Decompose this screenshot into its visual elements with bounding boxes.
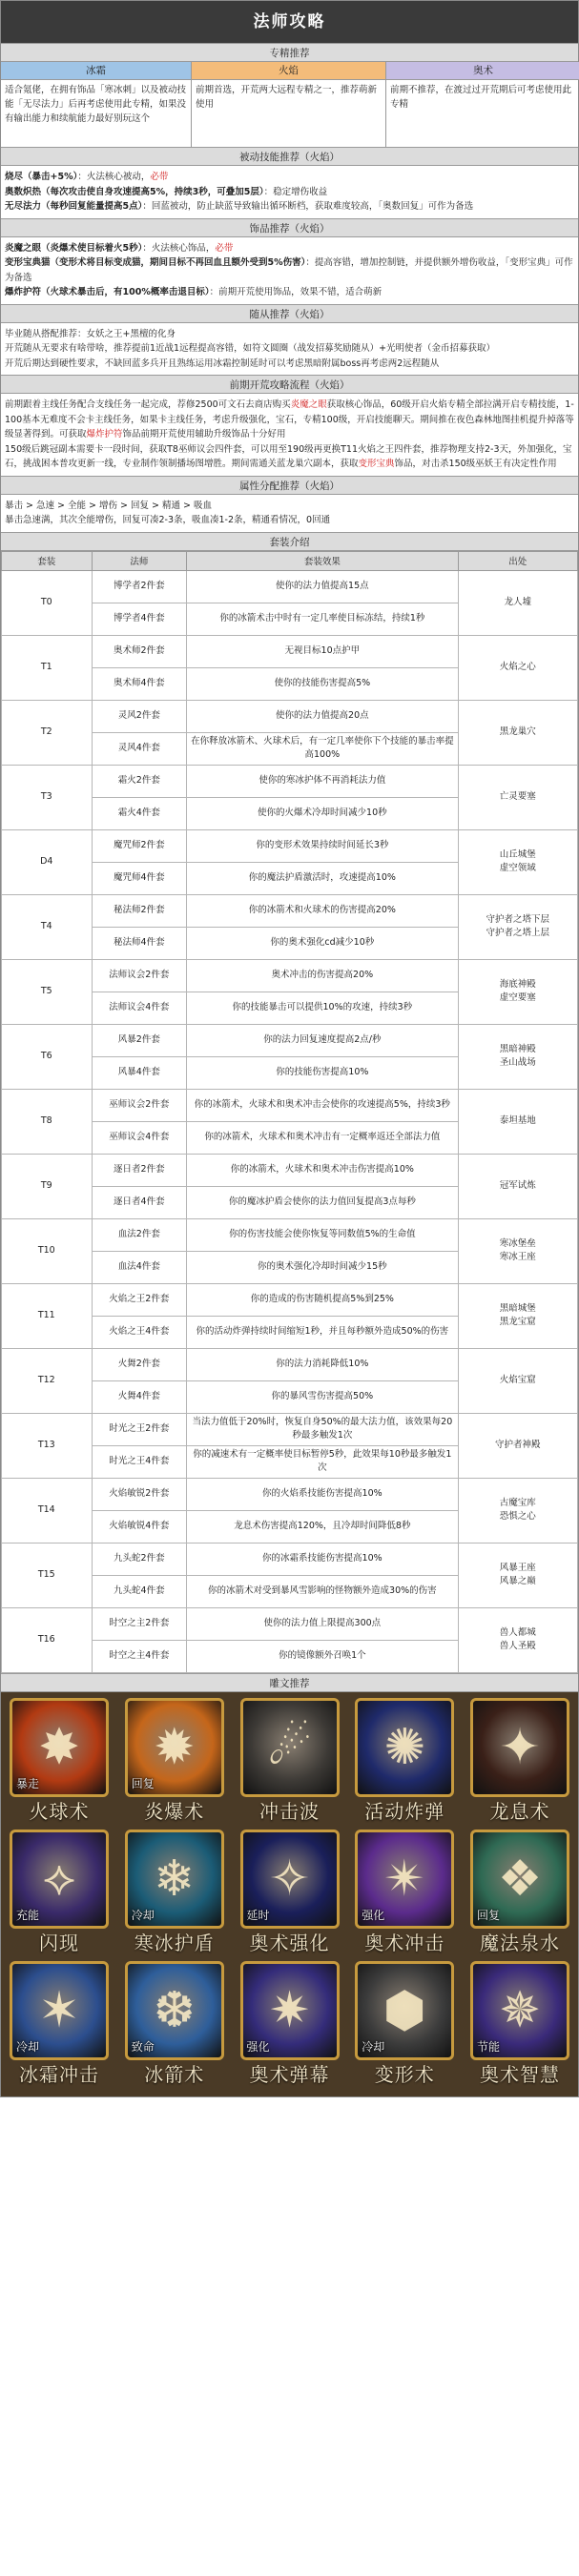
flow-paragraph-2: 150级后跳冠副本需要卡一段时间，获取T8巫师议会四件套，可以用至190级再更换T11火焰之王四件套，推荐物理支持2-3天，外加强化，宝石，挑战困本普攻更新一线，专业制作领制播场图增胜。期间需通关蓝龙巢穴副本，获取变形宝典饰品，对击杀150级巫妖王有决定性作用: [5, 443, 572, 469]
set-name: 火舞4件套: [92, 1380, 187, 1413]
set-name: 魔咒师4件套: [92, 862, 187, 894]
flow-text: [1, 394, 578, 476]
sets-body: [2, 570, 578, 1672]
rune-icon: [125, 1830, 224, 1929]
sets-section-header: 套装介绍: [1, 532, 578, 551]
set-effect: 你的伤害技能会使你恢复等同数值5%的生命值: [187, 1218, 459, 1251]
set-tier: T9: [2, 1154, 93, 1218]
rune-tag: 节能: [477, 2039, 501, 2054]
set-row: [2, 959, 578, 992]
set-tier: T5: [2, 959, 93, 1024]
spec-arcane-header: 奥术: [386, 62, 579, 80]
set-row: [2, 1543, 578, 1575]
set-tier: T10: [2, 1218, 93, 1283]
flow-paragraph-1: 前期跟着主线任务配合支线任务一起完成，荐修2500可文石去商店购买炎魔之眼获取核心饰品，60级开启火焰专精全部拉满开启专精技能，1-100基本无难度不会卡主线任务，如果卡主线任务，考虑升级强化，宝石，专精100级，开启技能聊天。期间推在夜色森林地图挂机提升掉落等级显著得到。可获取爆炸护符饰品前期开荒使用辅助升级饰品十分好用: [5, 399, 574, 440]
set-source: 兽人都城 兽人圣殿: [458, 1607, 577, 1672]
set-row: [2, 894, 578, 927]
set-effect: 你的奥术强化冷却时间减少15秒: [187, 1251, 459, 1283]
rune-tag: 回复: [131, 1776, 155, 1790]
rune-card[interactable]: [350, 1830, 459, 1957]
set-effect: 使你的技能伤害提高5%: [187, 667, 459, 700]
set-name: 时空之主2件套: [92, 1607, 187, 1640]
rune-card[interactable]: [236, 1961, 344, 2089]
pet-item: 毕业随从搭配推荐：女妖之王+黑檀的化身: [5, 328, 176, 339]
passive-list: [1, 166, 578, 218]
set-effect: 你的技能暴击可以提供10%的攻速，持续3秒: [187, 992, 459, 1024]
sets-table: [1, 551, 578, 1673]
rune-icon: [355, 1830, 454, 1929]
set-name: 火焰之王4件套: [92, 1316, 187, 1348]
set-tier: T0: [2, 570, 93, 635]
passive-item: 烧尽（暴击+5%）：火法核心被动，必带: [5, 172, 169, 182]
rune-card[interactable]: [5, 1698, 114, 1826]
spec-frost-header: 冰霜: [1, 62, 192, 80]
spec-section-header: 专精推荐: [1, 43, 578, 62]
runes-section-header: 雕文推荐: [1, 1673, 578, 1692]
rune-glyph-icon: ❄: [153, 1850, 196, 1908]
set-effect: 无视目标10点护甲: [187, 635, 459, 667]
trinket-item: 爆炸护符（火球术暴击后，有100%概率击退目标）：前期开荒使用饰品，效果不错，适合萌新: [5, 287, 383, 297]
set-source: 冠军试炼: [458, 1154, 577, 1218]
trinket-item: 变形宝典猫（变形术将目标变成猫，期间目标不再回血且额外受到5%伤害）：提高容错，增加控制链，并提供额外增伤收益，「变形宝典」可作为备选: [5, 257, 573, 283]
set-source: 海底神殿 虚空要塞: [458, 959, 577, 1024]
trinket-item: 炎魔之眼（炎爆术使目标着火5秒）：火法核心饰品，必带: [5, 242, 234, 254]
rune-name: 活动炸弹: [364, 1799, 445, 1823]
rune-tag: 充能: [16, 1908, 40, 1922]
set-source: 山丘城堡 虚空领域: [458, 829, 577, 894]
set-effect: 你的奥术强化cd减少10秒: [187, 927, 459, 959]
set-name: 火舞2件套: [92, 1348, 187, 1380]
set-tier: T16: [2, 1607, 93, 1672]
set-source: 黑暗神殿 圣山战场: [458, 1024, 577, 1089]
set-effect: 你的暴风雪伤害提高50%: [187, 1380, 459, 1413]
set-name: 博学者4件套: [92, 603, 187, 635]
rune-row: [5, 1698, 574, 1826]
rune-card[interactable]: [120, 1698, 229, 1826]
set-source: 黑暗城堡 黑龙宝窟: [458, 1283, 577, 1348]
rune-icon: [240, 1830, 340, 1929]
set-tier: T2: [2, 700, 93, 765]
pet-list: [1, 323, 578, 376]
pet-item: 开荒后期达到硬性要求，不缺回蓝多兵开且熟练运用冰霜控制延时可以考虑黑暗附属boss再考虑两2远程随从: [5, 358, 440, 369]
set-source: 寒冰堡垒 寒冰王座: [458, 1218, 577, 1283]
set-source: 黑龙巢穴: [458, 700, 577, 765]
set-row: [2, 1478, 578, 1510]
set-tier: T4: [2, 894, 93, 959]
set-row: [2, 700, 578, 732]
set-effect: 当法力值低于20%时，恢复自身50%的最大法力值，该效果每20秒最多触发1次: [187, 1413, 459, 1445]
set-row: [2, 1024, 578, 1056]
rune-glyph-icon: ☄: [267, 1718, 312, 1776]
set-name: 逐日者4件套: [92, 1186, 187, 1218]
set-effect: 你的镜像额外召唤1个: [187, 1640, 459, 1672]
set-effect: 使你的法力值提高20点: [187, 700, 459, 732]
set-source: 火焰宝窟: [458, 1348, 577, 1413]
set-effect: 龙息术伤害提高120%，且冷却时间降低8秒: [187, 1510, 459, 1543]
set-row: [2, 570, 578, 603]
set-name: 魔咒师2件套: [92, 829, 187, 862]
set-effect: 你的法力消耗降低10%: [187, 1348, 459, 1380]
rune-glyph-icon: ✴: [383, 1850, 426, 1908]
set-name: 秘法师4件套: [92, 927, 187, 959]
rune-glyph-icon: ✺: [383, 1718, 426, 1776]
set-name: 风暴4件套: [92, 1056, 187, 1089]
rune-card[interactable]: [350, 1961, 459, 2089]
rune-tag: 冷却: [362, 2039, 385, 2054]
rune-card[interactable]: [465, 1830, 574, 1957]
set-name: 血法2件套: [92, 1218, 187, 1251]
rune-icon: [10, 1698, 109, 1797]
rune-glyph-icon: ✸: [38, 1718, 80, 1776]
spec-arcane-text: 前期不推荐，在渡过过开荒期后可考虑使用此专精: [390, 85, 572, 110]
set-name: 逐日者2件套: [92, 1154, 187, 1186]
rune-name: 火球术: [29, 1799, 90, 1823]
rune-glyph-icon: ✶: [38, 1981, 80, 2039]
set-source: 火焰之心: [458, 635, 577, 700]
rune-glyph-icon: ⬢: [383, 1981, 426, 2039]
rune-icon: [10, 1961, 109, 2060]
set-name: 霜火2件套: [92, 765, 187, 797]
rune-glyph-icon: ❖: [497, 1850, 543, 1908]
rune-tag: 暴走: [16, 1776, 40, 1790]
set-tier: T11: [2, 1283, 93, 1348]
set-effect: 你的魔法护盾激活时，攻速提高10%: [187, 862, 459, 894]
rune-card[interactable]: [350, 1698, 459, 1826]
set-name: 巫师议会2件套: [92, 1089, 187, 1121]
set-tier: T15: [2, 1543, 93, 1607]
set-effect: 你的法力回复速度提高2点/秒: [187, 1024, 459, 1056]
attr-priority: 暴击 > 急速 > 全能 > 增伤 > 回复 > 精通 > 吸血: [5, 500, 212, 511]
pet-section-header: 随从推荐（火焰）: [1, 304, 578, 323]
rune-card[interactable]: [465, 1961, 574, 2089]
set-effect: 你的冰箭术击中时有一定几率使目标冻结，持续1秒: [187, 603, 459, 635]
set-name: 时空之主4件套: [92, 1640, 187, 1672]
set-name: 风暴2件套: [92, 1024, 187, 1056]
set-row: [2, 1283, 578, 1316]
set-effect: 你的冰霜系技能伤害提高10%: [187, 1543, 459, 1575]
set-name: 血法4件套: [92, 1251, 187, 1283]
set-name: 秘法师2件套: [92, 894, 187, 927]
set-effect: 使你的法力值上限提高300点: [187, 1607, 459, 1640]
trinket-list: [1, 237, 578, 304]
rune-icon: [470, 1698, 569, 1797]
set-row: [2, 765, 578, 797]
set-tier: T1: [2, 635, 93, 700]
rune-name: 冲击波: [259, 1799, 320, 1823]
set-name: 火焰之王2件套: [92, 1283, 187, 1316]
set-source: 守护者神殿: [458, 1413, 577, 1478]
set-effect: 你的造成的伤害随机提高5%到25%: [187, 1283, 459, 1316]
rune-name: 奥术弹幕: [249, 2062, 330, 2086]
rune-icon: [125, 1961, 224, 2060]
rune-glyph-icon: ✷: [268, 1981, 311, 2039]
rune-name: 奥术冲击: [364, 1931, 445, 1954]
rune-card[interactable]: [5, 1830, 114, 1957]
set-effect: 使你的寒冰护体不再消耗法力值: [187, 765, 459, 797]
attr-list: [1, 495, 578, 532]
set-row: [2, 1348, 578, 1380]
set-source: 古魔宝库 恐惧之心: [458, 1478, 577, 1543]
rune-icon: [470, 1961, 569, 2060]
rune-glyph-icon: ✧: [268, 1850, 311, 1908]
set-tier: T6: [2, 1024, 93, 1089]
attr-section-header: 属性分配推荐（火焰）: [1, 476, 578, 495]
set-effect: 你的冰箭术，火球术和奥术冲击伤害提高10%: [187, 1154, 459, 1186]
page-title: 法师攻略: [1, 1, 578, 43]
rune-name: 闪现: [39, 1931, 79, 1954]
passive-item: 奥数炽热（每次攻击使自身攻速提高5%，持续3秒，可叠加5层）：稳定增伤收益: [5, 186, 328, 197]
col-effect: 套装效果: [187, 551, 459, 570]
set-tier: T12: [2, 1348, 93, 1413]
set-effect: 使你的火爆术冷却时间减少10秒: [187, 797, 459, 829]
set-effect: 你的火焰系技能伤害提高10%: [187, 1478, 459, 1510]
sets-header-row: [2, 551, 578, 570]
set-source: 泰坦基地: [458, 1089, 577, 1154]
rune-glyph-icon: ❆: [153, 1981, 196, 2039]
rune-name: 寒冰护盾: [134, 1931, 215, 1954]
rune-name: 魔法泉水: [480, 1931, 560, 1954]
trinket-section-header: 饰品推荐（火焰）: [1, 218, 578, 237]
rune-name: 冰霜冲击: [19, 2062, 99, 2086]
passive-section-header: 被动技能推荐（火焰）: [1, 147, 578, 166]
rune-glyph-icon: ✵: [499, 1981, 541, 2039]
rune-icon: [240, 1698, 340, 1797]
set-tier: T14: [2, 1478, 93, 1543]
rune-glyph-icon: ✦: [499, 1718, 541, 1776]
set-effect: 你的魔冰护盾会使你的法力值回复提高3点每秒: [187, 1186, 459, 1218]
set-name: 时光之王4件套: [92, 1445, 187, 1478]
rune-card[interactable]: [236, 1698, 344, 1826]
set-source: 亡灵要塞: [458, 765, 577, 829]
set-effect: 在你释放冰箭术、火球术后，有一定几率使你下个技能的暴击率提高100%: [187, 732, 459, 765]
set-effect: 你的技能伤害提高10%: [187, 1056, 459, 1089]
set-name: 巫师议会4件套: [92, 1121, 187, 1154]
set-name: 火焰敏锐2件套: [92, 1478, 187, 1510]
rune-card[interactable]: [120, 1830, 229, 1957]
set-effect: 你的减速术有一定概率使目标暂停5秒，此效果每10秒最多触发1次: [187, 1445, 459, 1478]
rune-icon: [10, 1830, 109, 1929]
col-class: 法师: [92, 551, 187, 570]
rune-row: [5, 1830, 574, 1957]
rune-icon: [355, 1961, 454, 2060]
rune-icon: [470, 1830, 569, 1929]
set-effect: 你的冰箭术和火球术的伤害提高20%: [187, 894, 459, 927]
rune-tag: 强化: [362, 1908, 385, 1922]
rune-icon: [125, 1698, 224, 1797]
rune-name: 龙息术: [489, 1799, 550, 1823]
rune-tag: 延时: [246, 1908, 270, 1922]
passive-item: 无尽法力（每秒回复能量提高5点）：回蓝被动，防止缺蓝导致输出循环断档，获取难度较高，「奥数回复」可作为备选: [5, 201, 474, 212]
set-row: [2, 1413, 578, 1445]
spec-fire-text: 前期首选，开荒两大远程专精之一，推荐萌新使用: [192, 80, 386, 147]
rune-name: 奥术智慧: [480, 2062, 560, 2086]
set-name: 九头蛇2件套: [92, 1543, 187, 1575]
rune-glyph-icon: ✹: [153, 1718, 196, 1776]
spec-frost-text: 适合氪佬，在拥有饰品「寒冰刺」以及被动技能「无尽法力」后再考虑使用此专精，如果没有输出能力和续航能力最好别玩这个: [1, 80, 192, 147]
attr-note: 暴击急速满，其次全能增伤，回复可凑2-3条，吸血凑1-2条，精通看情况，0回通: [5, 515, 331, 525]
set-tier: T3: [2, 765, 93, 829]
set-row: [2, 1089, 578, 1121]
set-source: 风暴王座 风暴之巅: [458, 1543, 577, 1607]
set-name: 法师议会4件套: [92, 992, 187, 1024]
rune-icon: [355, 1698, 454, 1797]
set-name: 九头蛇4件套: [92, 1575, 187, 1607]
set-effect: 奥术冲击的伤害提高20%: [187, 959, 459, 992]
set-row: [2, 635, 578, 667]
set-tier: D4: [2, 829, 93, 894]
rune-row: [5, 1961, 574, 2089]
rune-card[interactable]: [236, 1830, 344, 1957]
spec-fire-header: 火焰: [192, 62, 386, 80]
set-source: 龙人墟: [458, 570, 577, 635]
col-source: 出处: [458, 551, 577, 570]
set-effect: 你的变形术效果持续时间延长3秒: [187, 829, 459, 862]
set-name: 灵风2件套: [92, 700, 187, 732]
rune-icon: [240, 1961, 340, 2060]
rune-card[interactable]: [5, 1961, 114, 2089]
set-source: 守护者之塔下层 守护者之塔上层: [458, 894, 577, 959]
set-effect: 你的活动炸弹持续时间缩短1秒，并且每秒额外造成50%的伤害: [187, 1316, 459, 1348]
col-tier: 套装: [2, 551, 93, 570]
set-row: [2, 1218, 578, 1251]
rune-tag: 冷却: [16, 2039, 40, 2054]
set-effect: 你的冰箭术，火球术和奥术冲击有一定概率返还全部法力值: [187, 1121, 459, 1154]
set-name: 时光之王2件套: [92, 1413, 187, 1445]
rune-tag: 致命: [131, 2039, 155, 2054]
rune-name: 冰箭术: [144, 2062, 205, 2086]
set-effect: 你的冰箭术对受到暴风雪影响的怪物额外造成30%的伤害: [187, 1575, 459, 1607]
set-name: 奥术师2件套: [92, 635, 187, 667]
spec-grid: [1, 62, 578, 147]
rune-glyph-icon: ⟡: [42, 1850, 76, 1907]
rune-grid: [1, 1692, 578, 2096]
set-row: [2, 1607, 578, 1640]
set-tier: T13: [2, 1413, 93, 1478]
rune-name: 奥术强化: [249, 1931, 330, 1954]
rune-card[interactable]: [465, 1698, 574, 1826]
set-name: 奥术师4件套: [92, 667, 187, 700]
rune-name: 变形术: [374, 2062, 435, 2086]
set-name: 火焰敏锐4件套: [92, 1510, 187, 1543]
rune-name: 炎爆术: [144, 1799, 205, 1823]
rune-card[interactable]: [120, 1961, 229, 2089]
set-effect: 使你的法力值提高15点: [187, 570, 459, 603]
rune-tag: 回复: [477, 1908, 501, 1922]
flow-section-header: 前期开荒攻略流程（火焰）: [1, 375, 578, 394]
pet-item: 开荒随从无要求有啥带啥，推荐提前1近战1远程提高容错，如符文圆圈（战发招募奖励随从）+光明使者（金币招募获取）: [5, 343, 496, 354]
set-name: 法师议会2件套: [92, 959, 187, 992]
set-tier: T8: [2, 1089, 93, 1154]
rune-tag: 强化: [246, 2039, 270, 2054]
set-row: [2, 829, 578, 862]
rune-tag: 冷却: [131, 1908, 155, 1922]
set-name: 霜火4件套: [92, 797, 187, 829]
set-name: 博学者2件套: [92, 570, 187, 603]
set-effect: 你的冰箭术，火球术和奥术冲击会使你的攻速提高5%，持续3秒: [187, 1089, 459, 1121]
set-row: [2, 1154, 578, 1186]
set-name: 灵风4件套: [92, 732, 187, 765]
